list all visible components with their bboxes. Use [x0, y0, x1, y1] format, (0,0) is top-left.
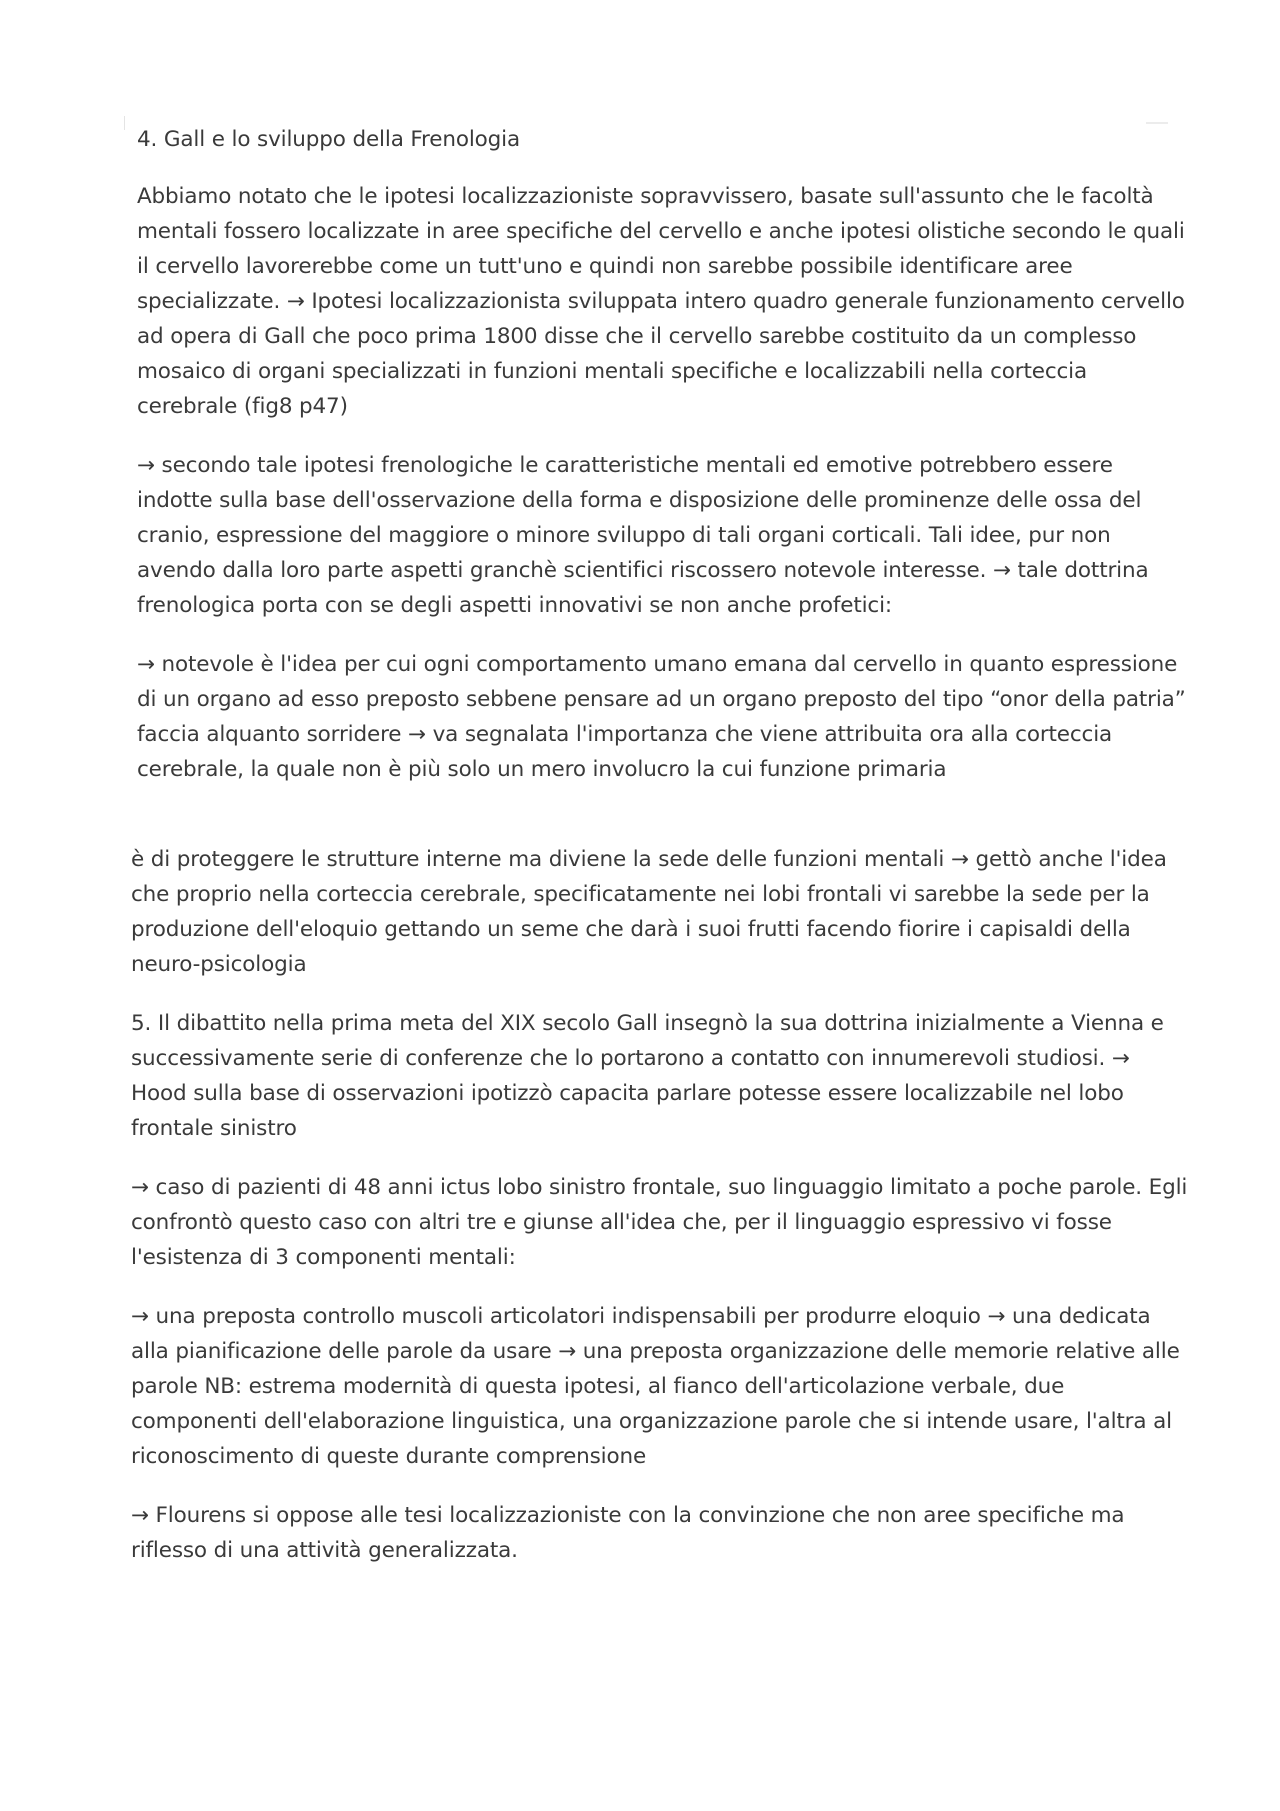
paragraph: → caso di pazienti di 48 anni ictus lobo sinistro frontale, suo linguaggio limitato a poche parole. Egli confrontò questo caso con altri tre e giunse all'idea che, per il linguaggio espressivo vi fosse l'esistenza di 3 componenti mentali: [131, 1175, 1188, 1270]
paragraph: 5. Il dibattito nella prima meta del XIX secolo Gall insegnò la sua dottrina inizialmente a Vienna e successivamente serie di conferenze che lo portarono a contatto con innumerevoli studiosi. → Hood sulla base di osservazioni ipotizzò capacita parlare potesse essere localizzabile nel lobo frontale sinistro [131, 1011, 1164, 1141]
paragraph: → secondo tale ipotesi frenologiche le caratteristiche mentali ed emotive potrebbero essere indotte sulla base dell'osservazione della forma e disposizione delle prominenze delle ossa del cranio, espressione del maggiore o minore sviluppo di tali organi corticali. Tali idee, pur non avendo dalla loro parte aspetti granchè scientifici riscossero notevole interesse. → tale dottrina frenologica porta con se degli aspetti innovativi se non anche profetici: [137, 453, 1149, 618]
paragraph: → una preposta controllo muscoli articolatori indispensabili per produrre eloquio → una dedicata alla pianificazione delle parole da usare → una preposta organizzazione delle memorie relative alle parole NB: estrema modernità di questa ipotesi, al fianco dell'articolazione verbale, due componenti dell'elaborazione linguistica, una organizzazione parole che si intende usare, l'altra al riconoscimento di queste durante comprensione [131, 1304, 1180, 1469]
text-block-lower [131, 842, 1191, 1568]
text-block-upper [137, 122, 1187, 787]
scan-edge-mark [124, 116, 125, 130]
paragraph: → Flourens si oppose alle tesi localizzazioniste con la convinzione che non aree specifiche ma riflesso di una attività generalizzata. [131, 1503, 1125, 1563]
section-heading: 4. Gall e lo sviluppo della Frenologia [137, 127, 521, 152]
paragraph: è di proteggere le strutture interne ma diviene la sede delle funzioni mentali → gettò anche l'idea che proprio nella corteccia cerebrale, specificatamente nei lobi frontali vi sarebbe la sede per la produzione dell'eloquio gettando un seme che darà i suoi frutti facendo fiorire i capisaldi della neuro-psicologia [131, 847, 1167, 977]
paragraph: Abbiamo notato che le ipotesi localizzazioniste sopravvissero, basate sull'assunto che le facoltà mentali fossero localizzate in aree specifiche del cervello e anche ipotesi olistiche secondo le quali il cervello lavorerebbe come un tutt'uno e quindi non sarebbe possibile identificare aree specializzate. → Ipotesi localizzazionista sviluppata intero quadro generale funzionamento cervello ad opera di Gall che poco prima 1800 disse che il cervello sarebbe costituito da un complesso mosaico di organi specializzati in funzioni mentali specifiche e localizzabili nella corteccia cerebrale (fig8 p47) [137, 184, 1185, 419]
paragraph: → notevole è l'idea per cui ogni comportamento umano emana dal cervello in quanto espressione di un organo ad esso preposto sebbene pensare ad un organo preposto del tipo “onor della patria” faccia alquanto sorridere → va segnalata l'importanza che viene attribuita ora alla corteccia cerebrale, la quale non è più solo un mero involucro la cui funzione primaria [137, 652, 1186, 782]
